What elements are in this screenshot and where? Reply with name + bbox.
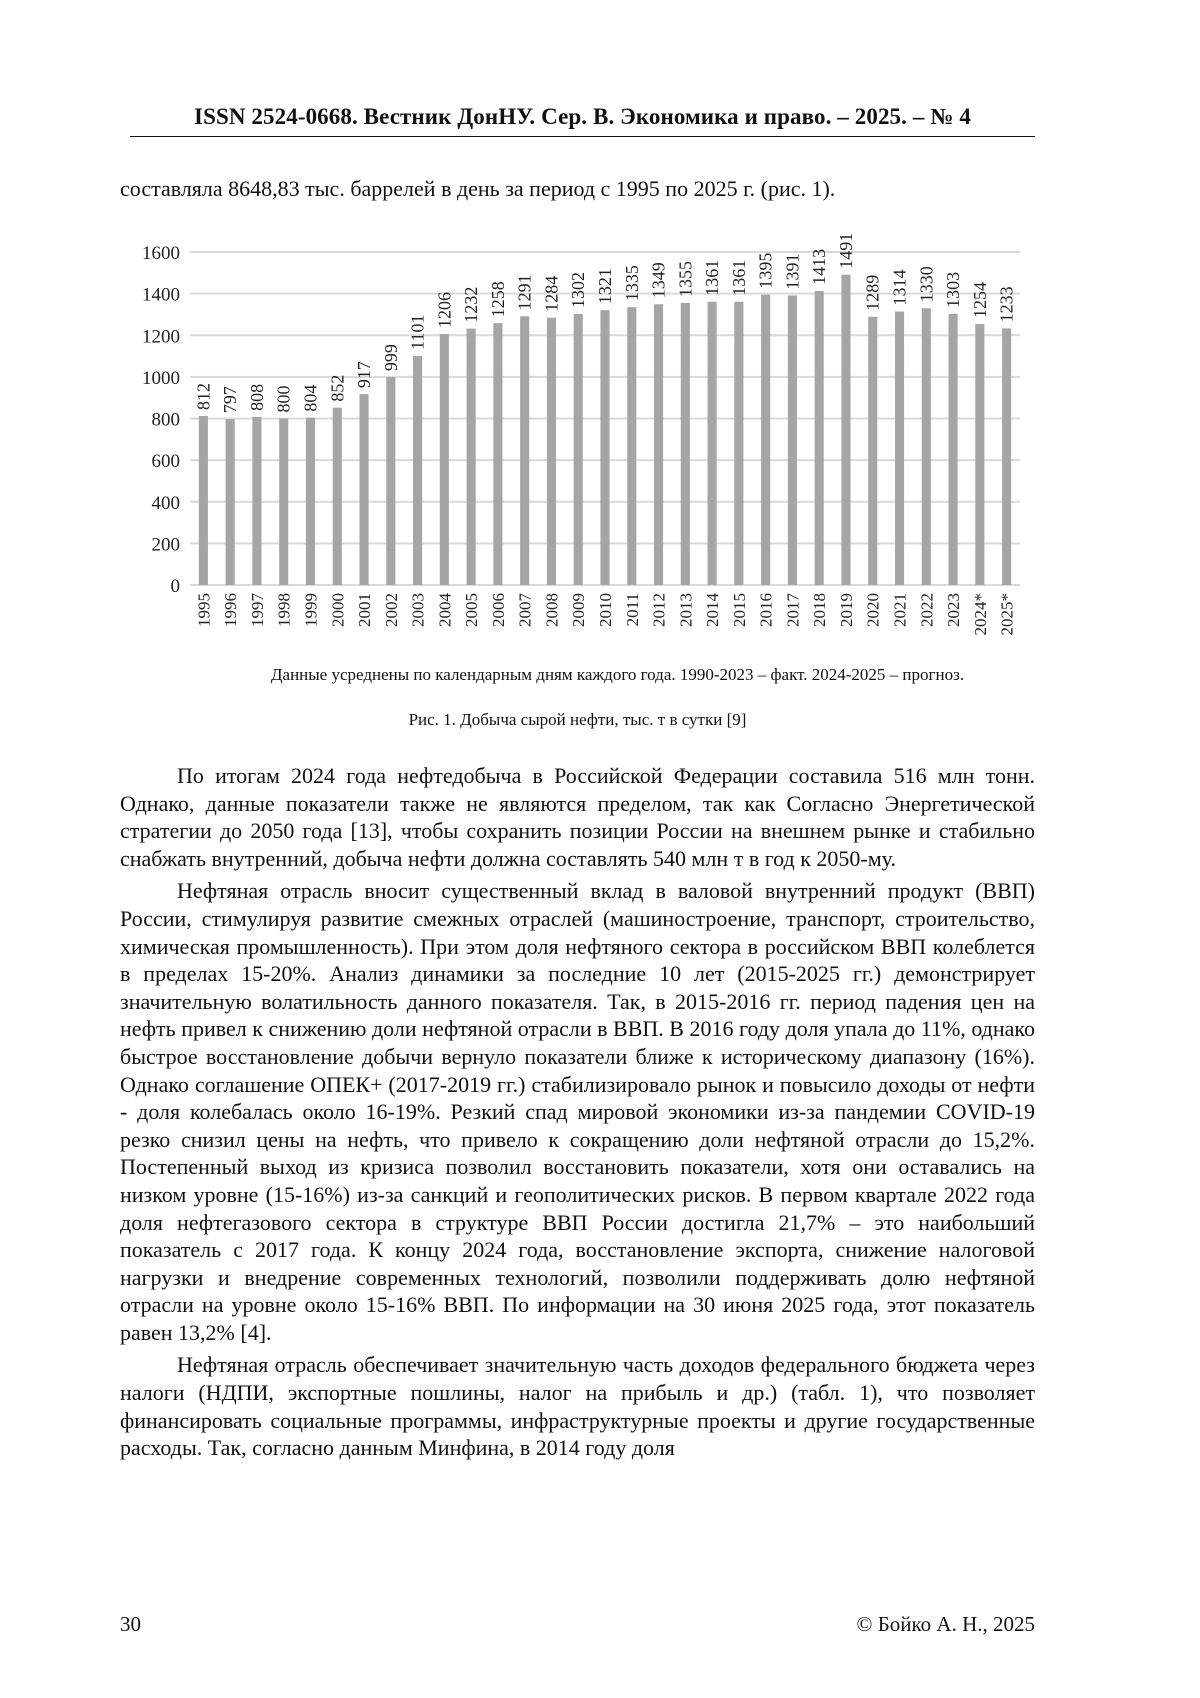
- x-tick-label: 2016: [756, 593, 776, 627]
- bar: [868, 317, 877, 585]
- paragraph: По итогам 2024 года нефтедобыча в Российской Федерации составила 516 млн тонн. Однако, данные показатели также не являются пределом, так как Согласно Энергетической стратегии до 2050 года [13], чтобы сохранить позиции России на внешнем рынке и стабильно снабжать внутренний, добыча нефти должна составлять 540 млн т в год к 2050-му.: [120, 763, 1035, 871]
- y-tick-label: 1200: [142, 326, 180, 348]
- x-tick-label: 2005: [462, 593, 482, 627]
- bar: [413, 356, 422, 585]
- x-tick-label: 2007: [515, 593, 535, 627]
- y-tick-label: 400: [151, 492, 180, 514]
- x-tick-label: 2013: [676, 593, 696, 627]
- bar: [306, 418, 315, 585]
- lead-sentence: составляла 8648,83 тыс. баррелей в день за период с 1995 по 2025 г. (рис. 1).: [120, 176, 836, 201]
- bar: [547, 318, 556, 585]
- data-label: 1321: [595, 268, 615, 305]
- data-label: 1413: [809, 248, 830, 285]
- data-label: 1284: [541, 275, 562, 312]
- data-label: 1361: [702, 259, 723, 296]
- x-tick-label: 1996: [221, 593, 241, 627]
- x-tick-label: 2023: [944, 593, 964, 627]
- data-label: 1101: [407, 314, 428, 350]
- x-tick-label: 2012: [649, 593, 669, 627]
- data-label: 1291: [514, 274, 535, 311]
- bar: [520, 316, 529, 585]
- x-tick-label: 1995: [194, 593, 214, 627]
- bar: [788, 295, 797, 585]
- data-label: 1491: [835, 232, 856, 269]
- data-label: 797: [220, 386, 241, 414]
- bar: [627, 307, 636, 585]
- bar: [226, 419, 235, 585]
- x-tick-label: 2004: [435, 593, 455, 627]
- bar: [199, 416, 208, 585]
- bar: [975, 324, 984, 585]
- x-tick-label: 2017: [783, 593, 803, 627]
- copyright: © Бойко А. Н., 2025: [856, 1612, 1035, 1636]
- data-label: 1391: [782, 253, 803, 290]
- data-label: 804: [300, 384, 321, 412]
- bar: [895, 312, 904, 585]
- bar: [841, 275, 850, 585]
- data-label: 1335: [621, 265, 642, 302]
- data-label: 1233: [996, 286, 1017, 323]
- y-tick-label: 200: [151, 534, 180, 556]
- data-label: 1258: [487, 281, 508, 318]
- bar: [922, 308, 931, 585]
- data-label: 808: [246, 383, 267, 411]
- x-tick-label: 2000: [328, 593, 348, 627]
- x-tick-label: 2025*: [997, 593, 1017, 636]
- data-label: 1349: [648, 262, 669, 299]
- bar: [1002, 328, 1011, 585]
- data-label: 1289: [862, 274, 883, 311]
- bar: [708, 302, 717, 585]
- data-label: 800: [273, 385, 294, 413]
- x-tick-label: 1997: [247, 593, 267, 627]
- bar: [654, 304, 663, 585]
- bar: [252, 417, 261, 585]
- figure-note: Данные усреднены по календарным дням каждого года. 1990-2023 – факт. 2024-2025 – прогноз.: [270, 665, 965, 684]
- x-tick-label: 2002: [381, 593, 401, 627]
- x-tick-label: 2008: [542, 593, 562, 627]
- x-tick-label: 2019: [836, 593, 856, 627]
- bar: [493, 323, 502, 585]
- data-label: 1232: [461, 286, 482, 323]
- bar-chart: [110, 225, 1040, 665]
- data-label: 852: [327, 374, 348, 402]
- data-label: 1361: [728, 259, 749, 296]
- x-tick-label: 1999: [301, 593, 321, 627]
- paragraph: Нефтяная отрасль обеспечивает значительную часть доходов федерального бюджета через налоги (НДПИ, экспортные пошлины, налог на прибыль и др.) (табл. 1), что позволяет финансировать социальные программы, инфраструктурные проекты и другие государственные расходы. Так, согласно данным Минфина, в 2014 году доля: [120, 1352, 1035, 1461]
- data-label: 999: [380, 344, 401, 372]
- bar: [279, 419, 288, 586]
- data-label: 1302: [568, 272, 589, 309]
- x-tick-label: 2014: [703, 593, 723, 627]
- y-tick-label: 0: [170, 576, 180, 597]
- x-tick-label: 2003: [408, 593, 428, 627]
- y-tick-label: 1600: [142, 243, 180, 264]
- bar: [440, 334, 449, 585]
- paragraph: Нефтяная отрасль вносит существенный вклад в валовой внутренний продукт (ВВП) России, стимулируя развитие смежных отраслей (машиностроение, транспорт, строительство, химическая промышленность). При этом доля нефтяного сектора в российском ВВП колеблется в пределах 15-20%. Анализ динамики за последние 10 лет (2015-2025 гг.) демонстрирует значительную волатильность данного показателя. Так, в 2015-2016 гг. период падения цен на нефть привел к снижению доли нефтяной отрасли в ВВП. В 2016 году доля упала до 11%, однако быстрое восстановление добычи вернуло показатели ближе к историческому диапазону (16%). Однако соглашение ОПЕК+ (2017-2019 гг.) стабилизировало рынок и повысило доходы от нефти - доля колебалась около 16-19%. Резкий спад мировой экономики из-за пандемии COVID-19 резко снизил цены на нефть, что привело к сокращению доли нефтяной отрасли до 15,2%. Постепенный выход из кризиса позволил восстановить показатели, хотя они оставались на низком уровне (15-16%) из-за санкций и геополитических рисков. В первом квартале 2022 года доля нефтегазового сектора в структуре ВВП России достигла 21,7% – это наибольший показатель с 2017 года. К концу 2024 года, восстановление экспорта, снижение налоговой нагрузки и внедрение современных технологий, позволили поддерживать долю нефтяной отрасли на уровне около 15-16% ВВП. По информации на 30 июня 2025 года, этот показатель равен 13,2% [4].: [120, 878, 1035, 1345]
- journal-header: ISSN 2524-0668. Вестник ДонНУ. Сер. В. Экономика и право. – 2025. – № 4: [194, 104, 971, 129]
- bar: [761, 295, 770, 585]
- x-tick-label: 2024*: [970, 593, 990, 636]
- figure-caption: Рис. 1. Добыча сырой нефти, тыс. т в сутки [9]: [408, 710, 747, 729]
- bar: [681, 303, 690, 585]
- x-tick-label: 2021: [890, 593, 910, 627]
- page-number: 30: [120, 1612, 141, 1636]
- bar: [574, 314, 583, 585]
- bar: [359, 394, 368, 585]
- x-tick-label: 2010: [596, 593, 615, 627]
- x-tick-label: 1998: [274, 593, 294, 627]
- x-tick-label: 2015: [729, 593, 749, 627]
- data-label: 1395: [755, 252, 776, 289]
- article-body: [120, 762, 1035, 1467]
- bar: [949, 314, 958, 585]
- bar: [734, 302, 743, 585]
- bar: [386, 377, 395, 585]
- x-tick-label: 2020: [863, 593, 883, 627]
- x-tick-label: 2006: [488, 593, 508, 627]
- data-label: 917: [354, 361, 375, 389]
- data-label: 1206: [434, 292, 455, 329]
- data-label: 812: [193, 383, 214, 411]
- bar: [467, 329, 476, 585]
- data-label: 1355: [675, 260, 696, 297]
- data-label: 1314: [889, 269, 910, 306]
- y-tick-label: 1400: [142, 284, 180, 306]
- data-label: 1330: [916, 266, 937, 303]
- y-tick-label: 800: [151, 409, 180, 431]
- data-label: 1303: [943, 271, 964, 308]
- x-tick-label: 2022: [917, 593, 937, 627]
- data-label: 1254: [969, 282, 990, 319]
- x-tick-label: 2009: [569, 593, 589, 627]
- x-tick-label: 2018: [810, 593, 830, 627]
- bar: [600, 310, 609, 585]
- x-tick-label: 2011: [622, 593, 642, 627]
- bar: [333, 408, 342, 585]
- y-tick-label: 600: [151, 451, 180, 473]
- bar: [815, 291, 824, 585]
- header-rule: [130, 136, 1035, 137]
- y-tick-label: 1000: [142, 367, 180, 389]
- x-tick-label: 2001: [355, 593, 375, 627]
